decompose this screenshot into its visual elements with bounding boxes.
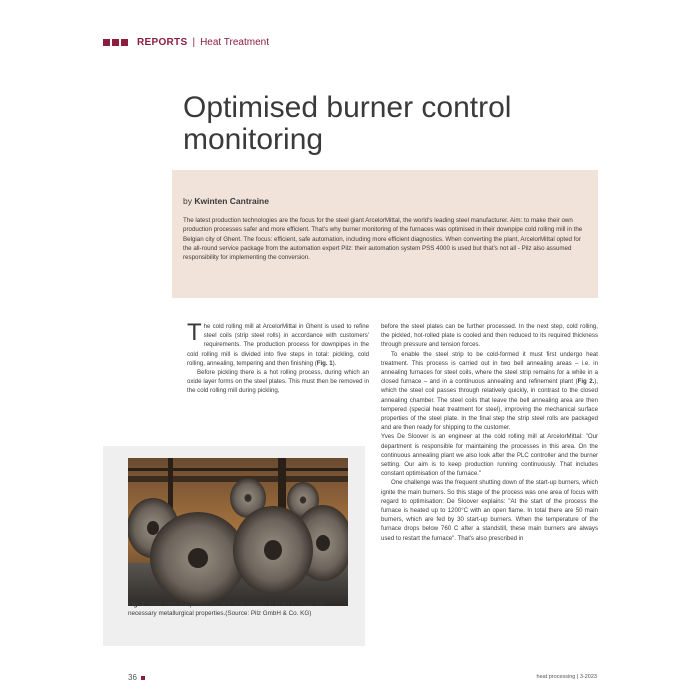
- section-marker-icon: [112, 39, 119, 46]
- figure-box: [103, 446, 365, 646]
- caption-text: Steel coils are processed and heat-treated in order to retain the necessary metallurgical properties.(Source: Pilz GmbH & Co. KG): [128, 601, 325, 617]
- article-title: [183, 92, 583, 156]
- paragraph: [381, 350, 598, 433]
- byline: [183, 196, 269, 206]
- title-line: Optimised burner control: [183, 91, 512, 124]
- journal-issue: 3-2023: [579, 674, 597, 680]
- paragraph: [187, 319, 369, 368]
- intro-box: [172, 170, 598, 298]
- title-line: monitoring: [183, 123, 324, 156]
- paragraph-text: To enable the steel strip to be cold-formed it must first undergo heat treatment. This process is carried out in two bell annealing areas – i.e. in annealing furnaces for steel coils, where the steel strip remains for a while in a closed furnace – and in a continuous annealing and refinement plant (: [381, 350, 598, 386]
- journal-footer: [537, 674, 597, 680]
- figure-ref: Fig 2.: [577, 378, 595, 386]
- section-separator: |: [192, 36, 196, 48]
- journal-name: heat processing: [536, 674, 576, 680]
- section-marker-icon: [103, 39, 110, 46]
- figure-caption: [128, 601, 348, 619]
- lead-paragraph: The latest production technologies are the focus for the steel giant ArcelorMittal, the world's leading steel manufacturer. Aim: to make their own production processes safer and more efficient. That's why burner monitoring of the furnaces was optimised in their downpipe cold rolling mill in the Belgian city of Ghent. The focus: efficient, safe automation, including more efficient diagnostics. When converting the plant, ArcelorMittal opted for the all-round service package from the automation expert Pilz: their automation system PSS 4000 is used but that's not all - Pilz also assumed responsibility for implementing the conversion.: [183, 217, 583, 262]
- steel-coils-image: [128, 458, 348, 606]
- paragraph: Before pickling there is a hot rolling process, during which an oxide layer forms on the steel plates. This must then be removed in the cold rolling mill during pickling,: [187, 369, 369, 395]
- page-number: [128, 673, 145, 682]
- paragraph: Yves De Sloover is an engineer at the cold rolling mill at ArcelorMittal: "Our department is responsible for maintaining the processes in this area. On the continuous annealing plant we also look after the PLC controller and the burner setting. Our aim is to keep production running continuously. That includes constant optimisation of the furnace.": [381, 433, 598, 478]
- section-marker-icon: [121, 39, 128, 46]
- drop-cap: T: [187, 319, 202, 346]
- byline-prefix: by: [183, 196, 192, 206]
- paragraph-text: he cold rolling mill at ArcelorMittal in Ghent is used to refine steel coils (strip steel rolls) in accordance with customers' requirements. The production process for downpipes in the cold rolling mill is divided into five steps in total: pickling, cold rolling, annealing, tempering and then finishing (: [187, 323, 369, 367]
- section-topic: Heat Treatment: [200, 36, 269, 48]
- section-header: [103, 35, 269, 49]
- paragraph-text: ), which the steel coil passes through relatively quickly, in contrast to the closed annealing chamber. The steel coils that leave the bell annealing area are then tempered (special heat treatment for steel), improving the mechanical surface properties of the steel plate. In the final step the strip steel rolls are packaged and are then ready for shipping to the customer.: [381, 378, 599, 432]
- column-left: [187, 319, 369, 396]
- section-label: REPORTS: [137, 36, 188, 48]
- column-right: [381, 322, 598, 543]
- page-number-text: 36: [128, 673, 137, 682]
- paragraph-text: ).: [332, 359, 337, 367]
- footer-separator: |: [576, 674, 579, 680]
- steel-coils-photo: [128, 458, 348, 606]
- paragraph: before the steel plates can be further processed. In the next step, cold rolling, the pickled, hot-rolled plate is cooled and then reduced to its required thickness through pressure and tension forces.: [381, 323, 598, 349]
- paragraph: One challenge was the frequent shutting down of the start-up burners, which ignite the main burners. So this stage of the process was one area of focus with regard to optimisation: De Sloover explains: "At the start of the process the furnace is heated up to 1200°C with an open flame. In total there are 50 main burners, which are fed by 30 start-up burners. When the temperature of the furnace drops below 760 C after a standstill, these main burners are always used to restart the furnace". That's also prescribed in: [381, 479, 598, 542]
- page-marker-icon: [141, 676, 145, 680]
- author-name: Kwinten Cantraine: [194, 196, 269, 206]
- figure-label: Fig. 1:: [128, 601, 147, 608]
- figure-ref: Fig. 1: [316, 359, 333, 367]
